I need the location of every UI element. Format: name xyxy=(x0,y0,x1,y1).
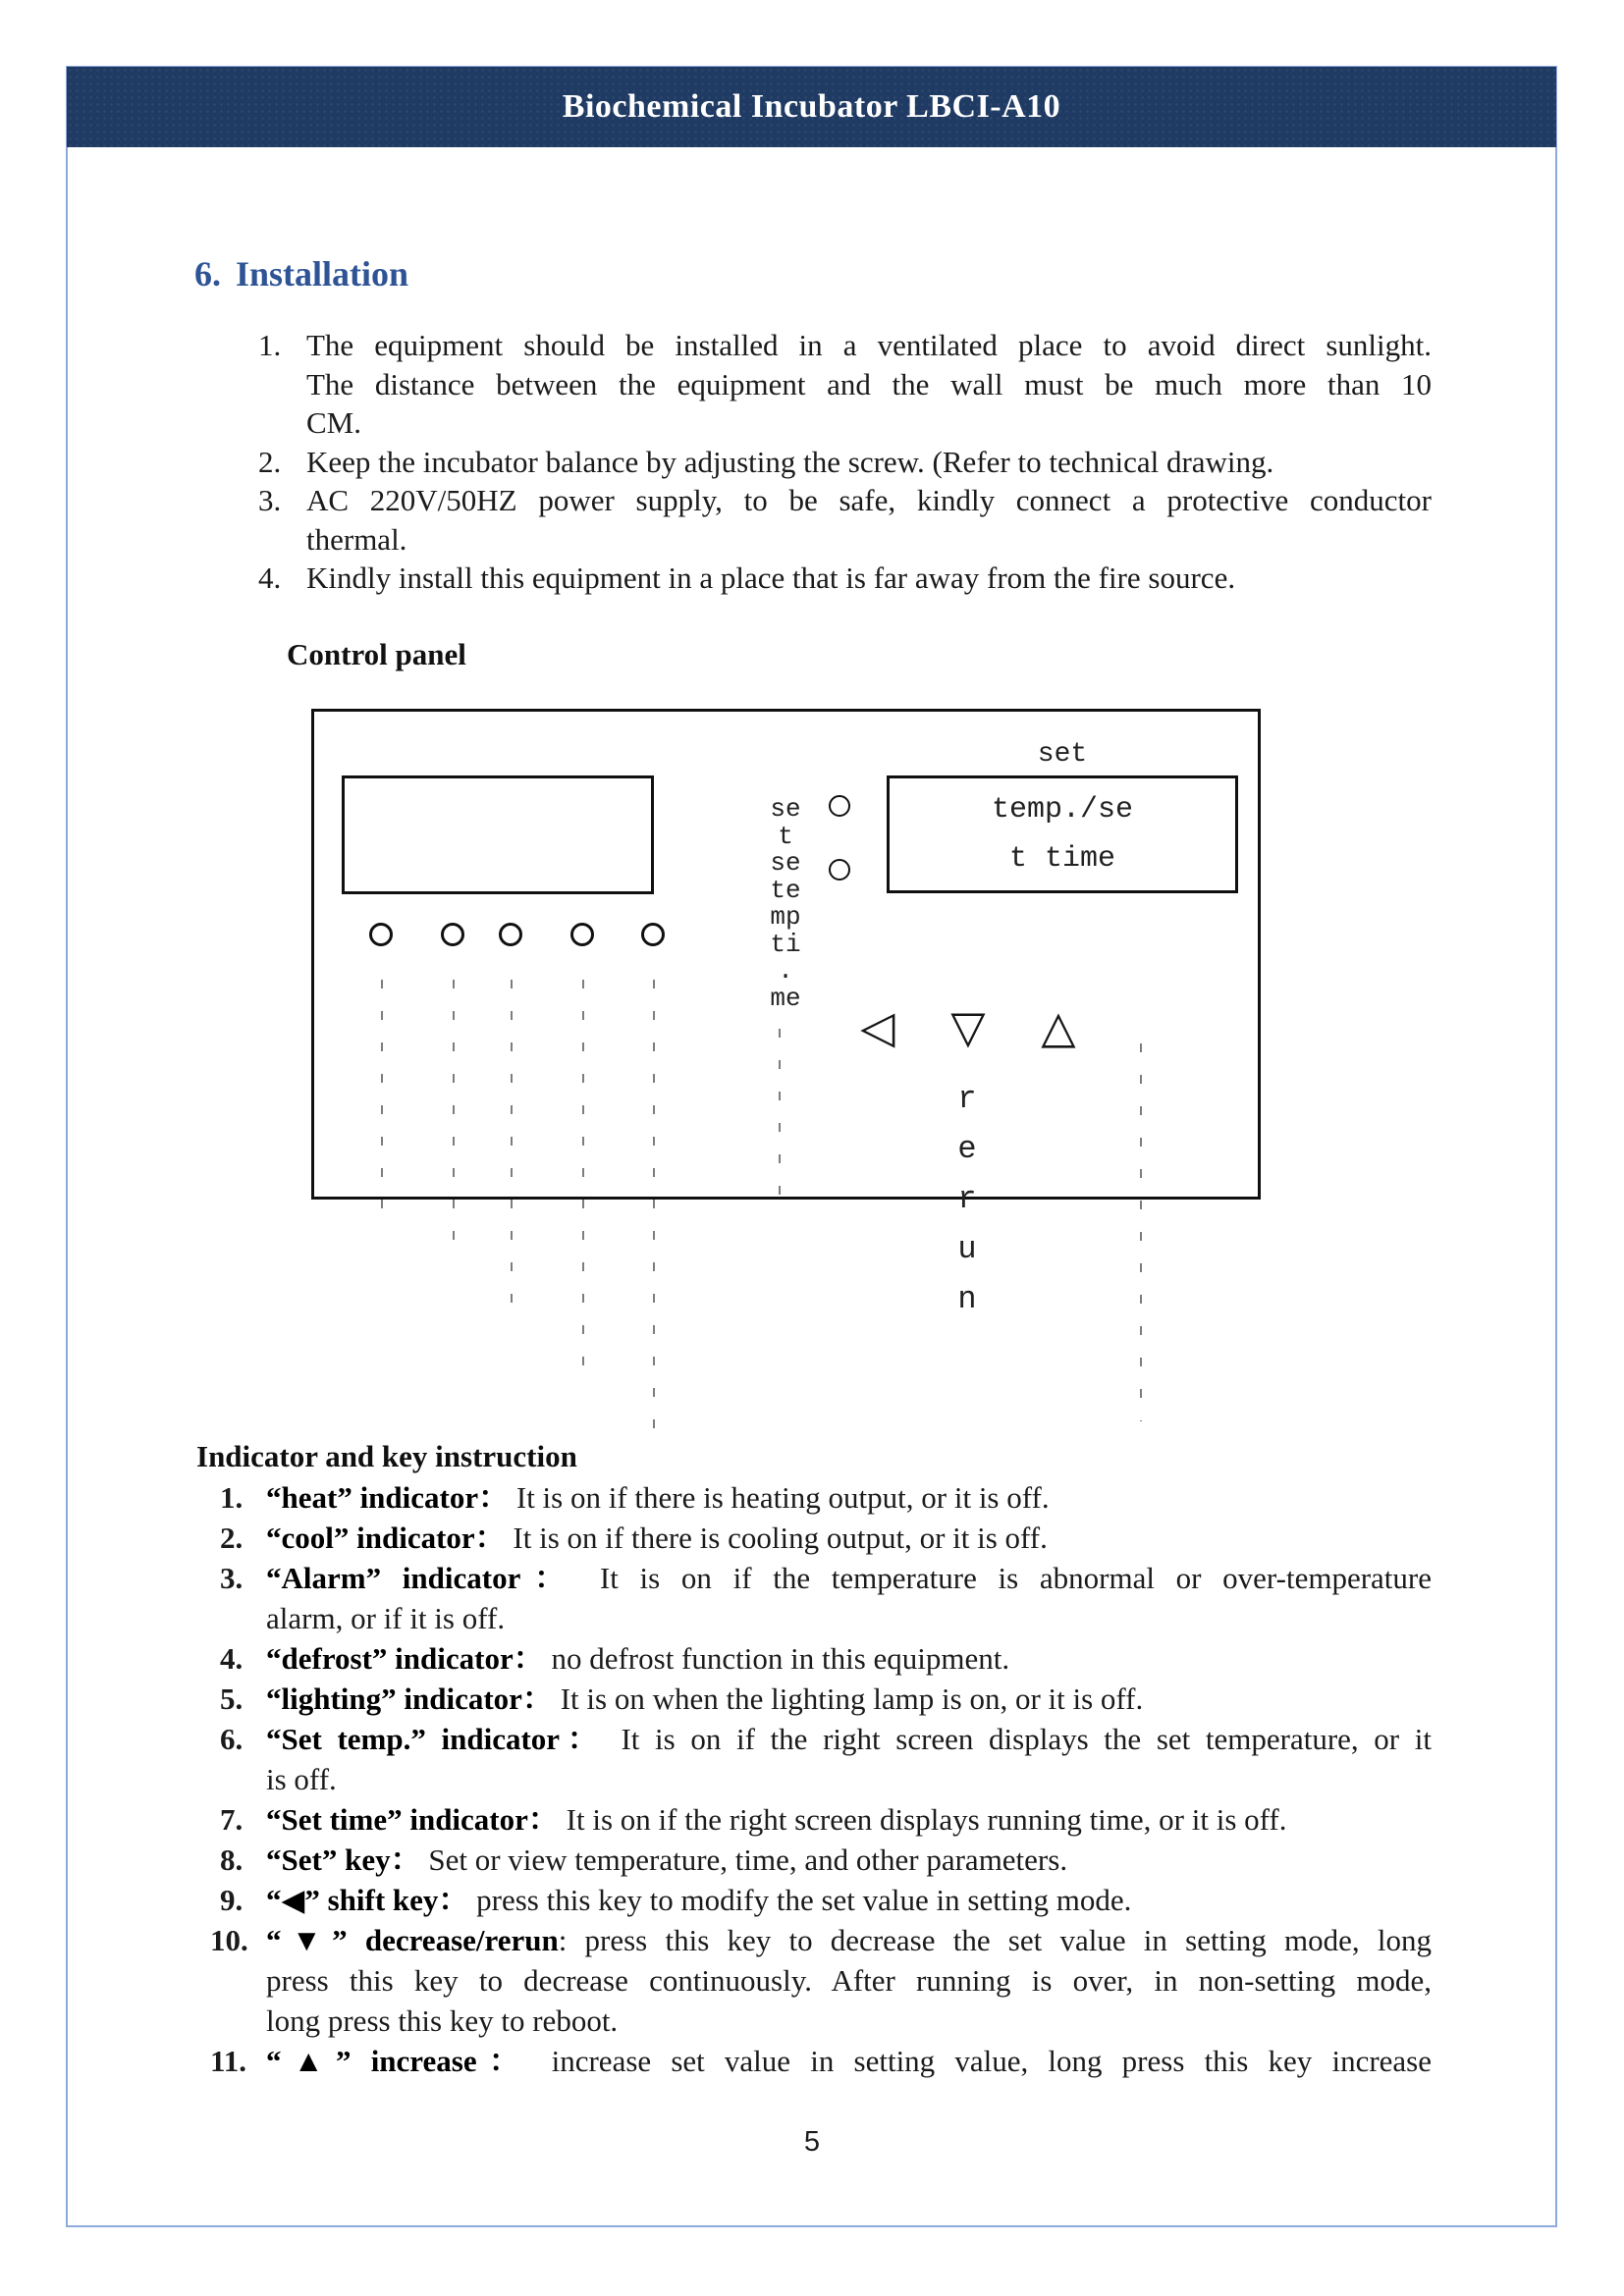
label-leader-line xyxy=(453,980,455,1240)
instruction-term: “cool” indicator： xyxy=(266,1521,506,1555)
instruction-text: It is on if the temperature is abnormal or over-temperature xyxy=(578,1561,1432,1595)
list-item-number: 11. xyxy=(210,2044,247,2078)
list-item-line xyxy=(266,1880,1432,1920)
list-item-line: long press this key to reboot. xyxy=(266,2003,619,2038)
list-item-number: 3. xyxy=(220,1561,244,1595)
instruction-list-item xyxy=(196,1799,1432,1840)
list-item-number: 7. xyxy=(220,1802,244,1837)
instruction-term: “Set time” indicator： xyxy=(266,1802,559,1837)
instruction-list-item xyxy=(196,1477,1432,1518)
list-item-line: is off. xyxy=(266,1762,337,1796)
set-time-led xyxy=(829,859,850,881)
instruction-list-item xyxy=(196,1558,1432,1638)
rerun-letter: u xyxy=(957,1231,977,1267)
instruction-term: “Set temp.” indicator： xyxy=(266,1722,606,1756)
label-leader-line xyxy=(582,980,584,1367)
instruction-list-item xyxy=(196,1638,1432,1679)
instruction-text: no defrost function in this equipment. xyxy=(543,1641,1010,1676)
header-bar xyxy=(67,67,1556,147)
list-item-number: 2. xyxy=(258,444,282,479)
instruction-text: Set or view temperature, time, and other parameters. xyxy=(420,1842,1068,1877)
control-panel-label: Control panel xyxy=(287,637,466,671)
list-item-line: The equipment should be installed in a ventilated place to avoid direct sunlight. xyxy=(306,328,1432,362)
heat-led xyxy=(369,923,393,946)
list-item-line xyxy=(266,2041,1432,2081)
instruction-term: “▲” increase： xyxy=(266,2044,532,2078)
instruction-term: “Set” key： xyxy=(266,1842,421,1877)
instruction-term: “heat” indicator： xyxy=(266,1480,510,1515)
lighting-led xyxy=(641,923,665,946)
list-item-number: 1. xyxy=(258,328,282,362)
cool-led xyxy=(441,923,464,946)
instruction-list-item xyxy=(196,1679,1432,1719)
right-screen-line2: t time xyxy=(1008,841,1116,876)
mid-label-line: ti xyxy=(770,929,801,959)
label-leader-line xyxy=(1140,1043,1142,1421)
instruction-term: “▼” decrease/rerun xyxy=(266,1923,559,1957)
mid-label-line: t xyxy=(778,821,793,851)
list-item-number: 6. xyxy=(220,1722,244,1756)
list-item-number: 3. xyxy=(258,483,282,517)
mid-label-line: se xyxy=(770,848,801,878)
list-item-line: press this key to decrease continuously. After running is over, in non-setting mode, xyxy=(266,1963,1432,1998)
list-item-line xyxy=(266,1679,1432,1719)
instruction-term: “lighting” indicator： xyxy=(266,1682,553,1716)
mid-label-line: me xyxy=(770,983,801,1013)
label-leader-line xyxy=(511,980,513,1308)
set-temp-set-time-labels xyxy=(756,796,815,1012)
instruction-text: It is on if there is cooling output, or it is off. xyxy=(505,1521,1048,1555)
instruction-term: “defrost” indicator： xyxy=(266,1641,544,1676)
list-item-number: 1. xyxy=(220,1480,244,1515)
instruction-text: increase set value in setting value, long press this key increase xyxy=(531,2044,1432,2078)
list-item-line: Kindly install this equipment in a place that is far away from the fire source. xyxy=(306,561,1236,595)
instructions-heading: Indicator and key instruction xyxy=(196,1439,577,1473)
instruction-term: “◀” shift key： xyxy=(266,1883,469,1917)
instruction-list-item xyxy=(196,1719,1432,1799)
defrost-led xyxy=(570,923,594,946)
list-item-number: 4. xyxy=(258,561,282,595)
instruction-text: It is on if the right screen displays running time, or it is off. xyxy=(558,1802,1287,1837)
list-item-line xyxy=(266,1638,1432,1679)
instruction-text: It is on when the lighting lamp is on, or it is off. xyxy=(552,1682,1144,1716)
list-item-line xyxy=(266,1799,1432,1840)
alarm-led xyxy=(499,923,522,946)
rerun-letter: e xyxy=(957,1131,977,1167)
installation-list-item xyxy=(196,326,1432,443)
mid-label-line: mp xyxy=(770,902,801,932)
list-item-line xyxy=(266,1477,1432,1518)
list-item-line: CM. xyxy=(306,405,361,440)
label-leader-line xyxy=(381,980,383,1215)
list-item-line: thermal. xyxy=(306,521,407,557)
list-item-line xyxy=(266,1719,1432,1759)
control-panel-diagram xyxy=(311,709,1261,1317)
installation-list-item xyxy=(196,481,1432,559)
list-item-number: 9. xyxy=(220,1883,244,1917)
mid-label-line: . xyxy=(778,956,793,986)
list-item-line: The distance between the equipment and the wall must be much more than 10 xyxy=(306,366,1432,401)
page-number: 5 xyxy=(803,2126,821,2158)
rerun-letter: n xyxy=(957,1281,977,1317)
right-screen-line1: temp./se xyxy=(991,793,1134,828)
list-item-number: 8. xyxy=(220,1842,244,1877)
instruction-text: It is on if the right screen displays the set temperature, or it xyxy=(605,1722,1432,1756)
instruction-text: press this key to modify the set value in setting mode. xyxy=(468,1883,1132,1917)
shift-key-icon: ◁ xyxy=(860,1000,895,1053)
list-item-line: AC 220V/50HZ power supply, to be safe, kindly connect a protective conductor xyxy=(306,483,1432,517)
left-display-screen xyxy=(342,775,654,894)
set-label: set xyxy=(1037,739,1088,770)
installation-heading-label: Installation xyxy=(236,254,409,294)
instruction-list-item xyxy=(196,1518,1432,1558)
right-display-screen xyxy=(887,775,1238,893)
mid-label-line: te xyxy=(770,875,801,905)
instruction-list-item xyxy=(196,1840,1432,1880)
instructions-list xyxy=(196,1477,1432,2081)
instruction-text: It is on if there is heating output, or it is off. xyxy=(509,1480,1050,1515)
mid-label-line: se xyxy=(770,794,801,824)
label-leader-line xyxy=(653,980,655,1431)
instruction-list-item xyxy=(196,2041,1432,2081)
list-item-line xyxy=(266,1840,1432,1880)
installation-heading xyxy=(194,253,408,294)
instruction-list-item xyxy=(196,1920,1432,2041)
installation-list-item xyxy=(196,443,1432,482)
list-item-number: 10. xyxy=(210,1923,248,1957)
installation-heading-number: 6. xyxy=(194,254,221,294)
list-item-line: alarm, or if it is off. xyxy=(266,1601,506,1635)
rerun-letter: r xyxy=(957,1081,977,1117)
rerun-label xyxy=(952,1074,982,1324)
instruction-term: “Alarm” indicator： xyxy=(266,1561,579,1595)
installation-list-item xyxy=(196,559,1432,598)
increase-key-icon: △ xyxy=(1041,1000,1076,1053)
list-item-line: Keep the incubator balance by adjusting the screw. (Refer to technical drawing. xyxy=(306,444,1274,479)
document-title: Biochemical Incubator LBCI-A10 xyxy=(562,88,1061,125)
decrease-key-icon: ▽ xyxy=(950,1000,986,1053)
instruction-list-item xyxy=(196,1880,1432,1920)
instruction-text: : press this key to decrease the set value in setting mode, long xyxy=(558,1923,1432,1957)
list-item-line xyxy=(266,1920,1432,1960)
installation-list xyxy=(196,326,1432,598)
list-item-line xyxy=(266,1558,1432,1598)
list-item-number: 2. xyxy=(220,1521,244,1555)
set-temp-led xyxy=(829,795,850,817)
list-item-number: 4. xyxy=(220,1641,244,1676)
rerun-letter: r xyxy=(957,1181,977,1217)
list-item-number: 5. xyxy=(220,1682,244,1716)
list-item-line xyxy=(266,1518,1432,1558)
label-leader-line xyxy=(779,1029,781,1210)
